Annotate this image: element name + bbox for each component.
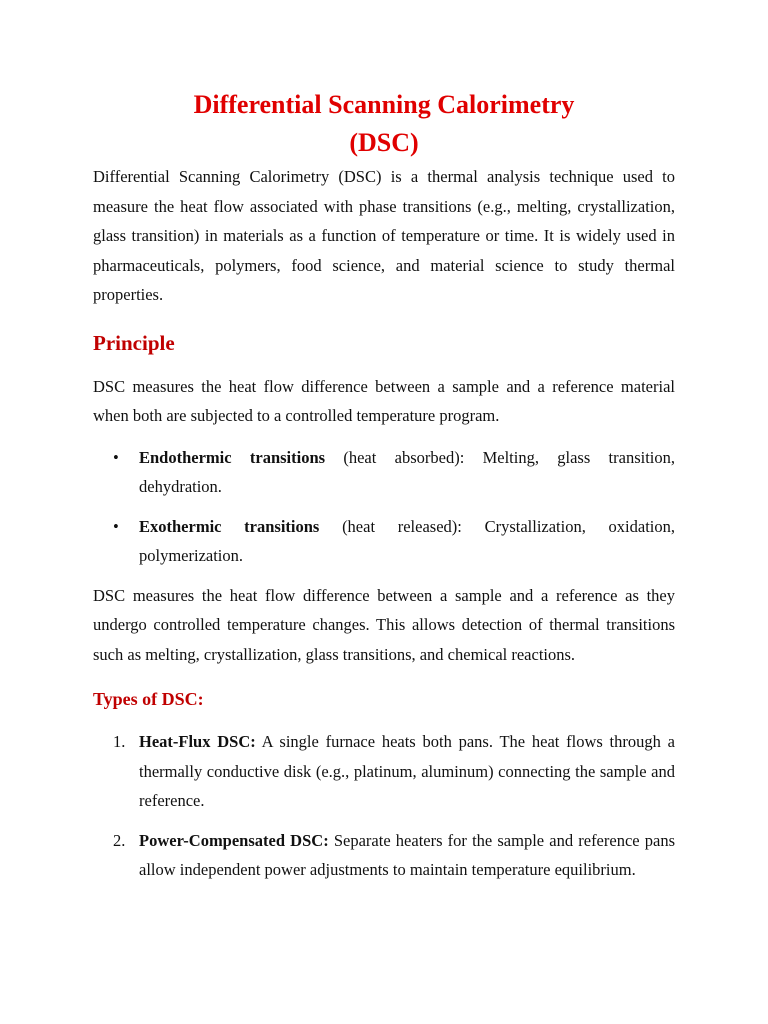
list-item	[93, 727, 675, 816]
list-item-term: Exothermic transitions	[139, 516, 320, 536]
bullet-icon: •	[113, 516, 119, 536]
list-item-term: Endothermic transitions	[139, 447, 326, 467]
document-page	[93, 86, 675, 895]
document-title	[93, 86, 675, 162]
title-line-1: Differential Scanning Calorimetry	[193, 90, 575, 119]
list-item-term: Power-Compensated DSC:	[139, 830, 329, 850]
principle-paragraph-1: DSC measures the heat flow difference between a sample and a reference material when both are subjected to a controlled temperature program.	[93, 376, 675, 425]
bullet-icon: •	[113, 447, 119, 467]
principle-paragraph-2: DSC measures the heat flow difference between a sample and a reference as they undergo controlled temperature changes. This allows detection of thermal transitions such as melting, crystallization, glass transitions, and chemical reactions.	[93, 585, 675, 664]
list-item-term: Heat-Flux DSC:	[139, 732, 256, 751]
list-item-number: 2.	[113, 830, 126, 850]
intro-paragraph: Differential Scanning Calorimetry (DSC) is a thermal analysis technique used to measure the heat flow associated with phase transitions (e.g., melting, crystallization, glass transition) in materials as a function of temperature or time. It is widely used in pharmaceuticals, polymers, food science, and material science to study thermal properties.	[93, 167, 675, 304]
principle-heading: Principle	[93, 330, 175, 355]
list-item-text: Separate heaters for the sample and reference pans allow independent power adjustments to maintain temperature equilibrium.	[139, 830, 675, 879]
list-item-text: (heat absorbed): Melting, glass transition, dehydration.	[139, 447, 675, 496]
types-list	[93, 727, 675, 885]
list-item-text: A single furnace heats both pans. The heat flows through a thermally conductive disk (e.g., platinum, aluminum) connecting the sample and reference.	[139, 732, 675, 810]
types-heading: Types of DSC:	[93, 689, 204, 709]
list-item-text: (heat released): Crystallization, oxidation, polymerization.	[139, 516, 675, 565]
transition-list	[93, 443, 675, 571]
title-line-2: (DSC)	[349, 128, 419, 157]
list-item	[93, 443, 675, 502]
list-item	[93, 512, 675, 571]
list-item	[93, 826, 675, 885]
list-item-number: 1.	[113, 732, 126, 751]
